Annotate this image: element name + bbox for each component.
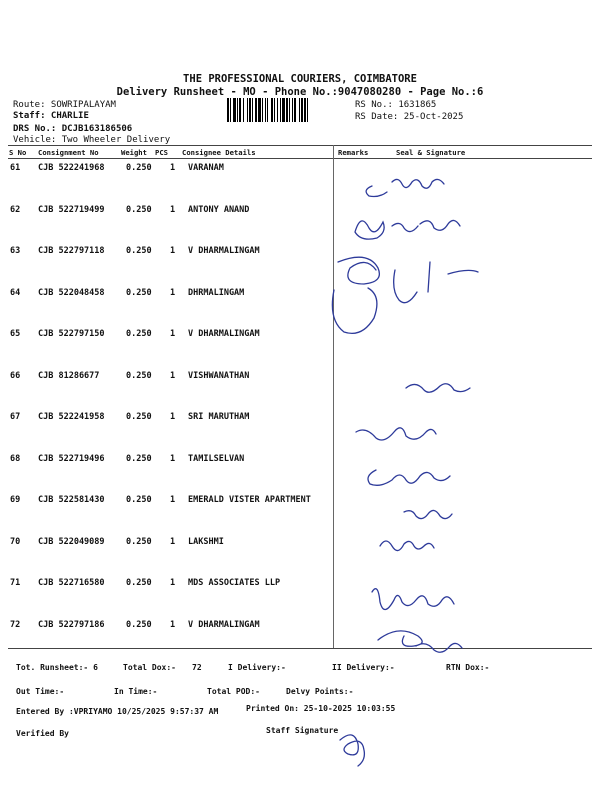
row-sno: 68 [10, 454, 21, 464]
first-delivery: I Delivery:- [228, 663, 286, 672]
col-header-consignee: Consignee Details [182, 148, 256, 157]
in-time: In Time:- [114, 687, 158, 696]
row-weight: 0.250 [126, 329, 152, 339]
delivery-points: Delvy Points:- [286, 687, 354, 696]
handwritten-initial-69: N [386, 507, 395, 520]
row-consignee: VISHWANATHAN [188, 371, 250, 381]
row-consignment-number: CJB 522719499 [38, 205, 105, 215]
row-consignment-number: CJB 522797118 [38, 246, 105, 256]
row-weight: 0.250 [126, 412, 152, 422]
row-sno: 64 [10, 288, 21, 298]
out-time: Out Time:- [16, 687, 65, 696]
handwritten-number-61: 2528968 [480, 159, 538, 174]
row-pieces: 1 [170, 288, 176, 298]
handwritten-initial-66: S. [384, 385, 396, 399]
col-header-weight: Weight [121, 148, 147, 157]
row-sno: 67 [10, 412, 21, 422]
row-weight: 0.250 [126, 163, 152, 173]
row-consignee: ANTONY ANAND [188, 205, 250, 215]
handwritten-number-71: 9842415763 [480, 600, 544, 611]
staff-label: Staff: CHARLIE [13, 111, 89, 121]
row-sno: 72 [10, 620, 21, 630]
route-label: Route: SOWRIPALAYAM [13, 100, 116, 110]
row-consignee: EMERALD VISTER APARTMENT [188, 495, 311, 505]
row-consignee: MDS ASSOCIATES LLP [188, 578, 281, 588]
rs-date: RS Date: 25-Oct-2025 [355, 112, 464, 122]
row-sno: 63 [10, 246, 21, 256]
row-pieces: 1 [170, 620, 176, 630]
row-consignment-number: CJB 522581430 [38, 495, 105, 505]
handwritten-number-66: 7845418312 [470, 395, 528, 405]
row-weight: 0.250 [126, 537, 152, 547]
row-pieces: 1 [170, 371, 176, 381]
drs-number: DRS No.: DCJB163186506 [13, 124, 133, 134]
row-sno: 71 [10, 578, 21, 588]
col-header-consignment: Consignment No [38, 148, 99, 157]
row-weight: 0.250 [126, 371, 152, 381]
row-consignee: DHRMALINGAM [188, 288, 245, 298]
row-pieces: 1 [170, 329, 176, 339]
company-title: THE PROFESSIONAL COURIERS, COIMBATORE [183, 73, 417, 85]
row-pieces: 1 [170, 412, 176, 422]
row-weight: 0.250 [126, 205, 152, 215]
col-header-remarks: Remarks [338, 148, 369, 157]
row-consignment-number: CJB 522241968 [38, 163, 105, 173]
row-consignee: TAMILSELVAN [188, 454, 245, 464]
row-weight: 0.250 [126, 288, 152, 298]
handwritten-number-70: 2528910 [394, 562, 439, 573]
total-dox-value: 72 [192, 663, 202, 672]
total-dox-label: Total Dox:- [123, 663, 176, 672]
col-header-pcs: PCS [155, 148, 168, 157]
entered-by: Entered By :VPRIYAMO 10/25/2025 9:57:37 AM [16, 707, 219, 716]
col-header-seal: Seal & Signature [396, 148, 466, 157]
row-pieces: 1 [170, 537, 176, 547]
rs-number: RS No.: 1631865 [355, 100, 437, 110]
row-sno: 61 [10, 163, 21, 173]
row-pieces: 1 [170, 205, 176, 215]
runsheet-subtitle: Delivery Runsheet - MO - Phone No.:9047080280 - Page No.:6 [116, 86, 484, 98]
row-pieces: 1 [170, 495, 176, 505]
row-consignee: SRI MARUTHAM [188, 412, 250, 422]
row-consignee: V DHARMALINGAM [188, 246, 260, 256]
verified-by: Verified By [16, 729, 69, 738]
row-consignment-number: CJB 522797150 [38, 329, 105, 339]
handwritten-number-64: 9994045468 [436, 302, 500, 313]
row-sno: 66 [10, 371, 21, 381]
row-weight: 0.250 [126, 578, 152, 588]
row-consignment-number: CJB 522241958 [38, 412, 105, 422]
row-weight: 0.250 [126, 495, 152, 505]
row-consignment-number: CJB 522048458 [38, 288, 105, 298]
row-consignment-number: CJB 522049089 [38, 537, 105, 547]
return-dox: RTN Dox:- [446, 663, 490, 672]
row-pieces: 1 [170, 578, 176, 588]
row-pieces: 1 [170, 163, 176, 173]
handwritten-number-67: 2528953 [454, 430, 503, 443]
handwritten-number-69: 7845057798 [462, 522, 526, 533]
row-weight: 0.250 [126, 454, 152, 464]
row-consignment-number: CJB 522797186 [38, 620, 105, 630]
row-sno: 70 [10, 537, 21, 547]
row-sno: 65 [10, 329, 21, 339]
total-pod: Total POD:- [207, 687, 260, 696]
col-header-sno: S No [9, 148, 27, 157]
row-sno: 62 [10, 205, 21, 215]
row-consignment-number: CJB 522716580 [38, 578, 105, 588]
row-consignee: VARANAM [188, 163, 224, 173]
row-consignee: LAKSHMI [188, 537, 224, 547]
row-consignee: V DHARMALINGAM [188, 620, 260, 630]
second-delivery: II Delivery:- [332, 663, 395, 672]
row-weight: 0.250 [126, 246, 152, 256]
row-pieces: 1 [170, 246, 176, 256]
row-pieces: 1 [170, 454, 176, 464]
handwritten-number-62: 9840057795 [468, 228, 532, 239]
handwritten-number-68: 5869443594 [486, 462, 550, 473]
total-runsheet: Tot. Runsheet:- 6 [16, 663, 98, 672]
row-weight: 0.250 [126, 620, 152, 630]
staff-signature-label: Staff Signature [266, 726, 339, 735]
handwritten-number-72: 984045795 [454, 626, 512, 637]
row-consignee: V DHARMALINGAM [188, 329, 260, 339]
vehicle-label: Vehicle: Two Wheeler Delivery [13, 135, 171, 145]
row-consignment-number: CJB 81286677 [38, 371, 100, 381]
printed-on: Printed On: 25-10-2025 10:03:55 [246, 704, 396, 713]
row-consignment-number: CJB 522719496 [38, 454, 105, 464]
row-sno: 69 [10, 495, 21, 505]
